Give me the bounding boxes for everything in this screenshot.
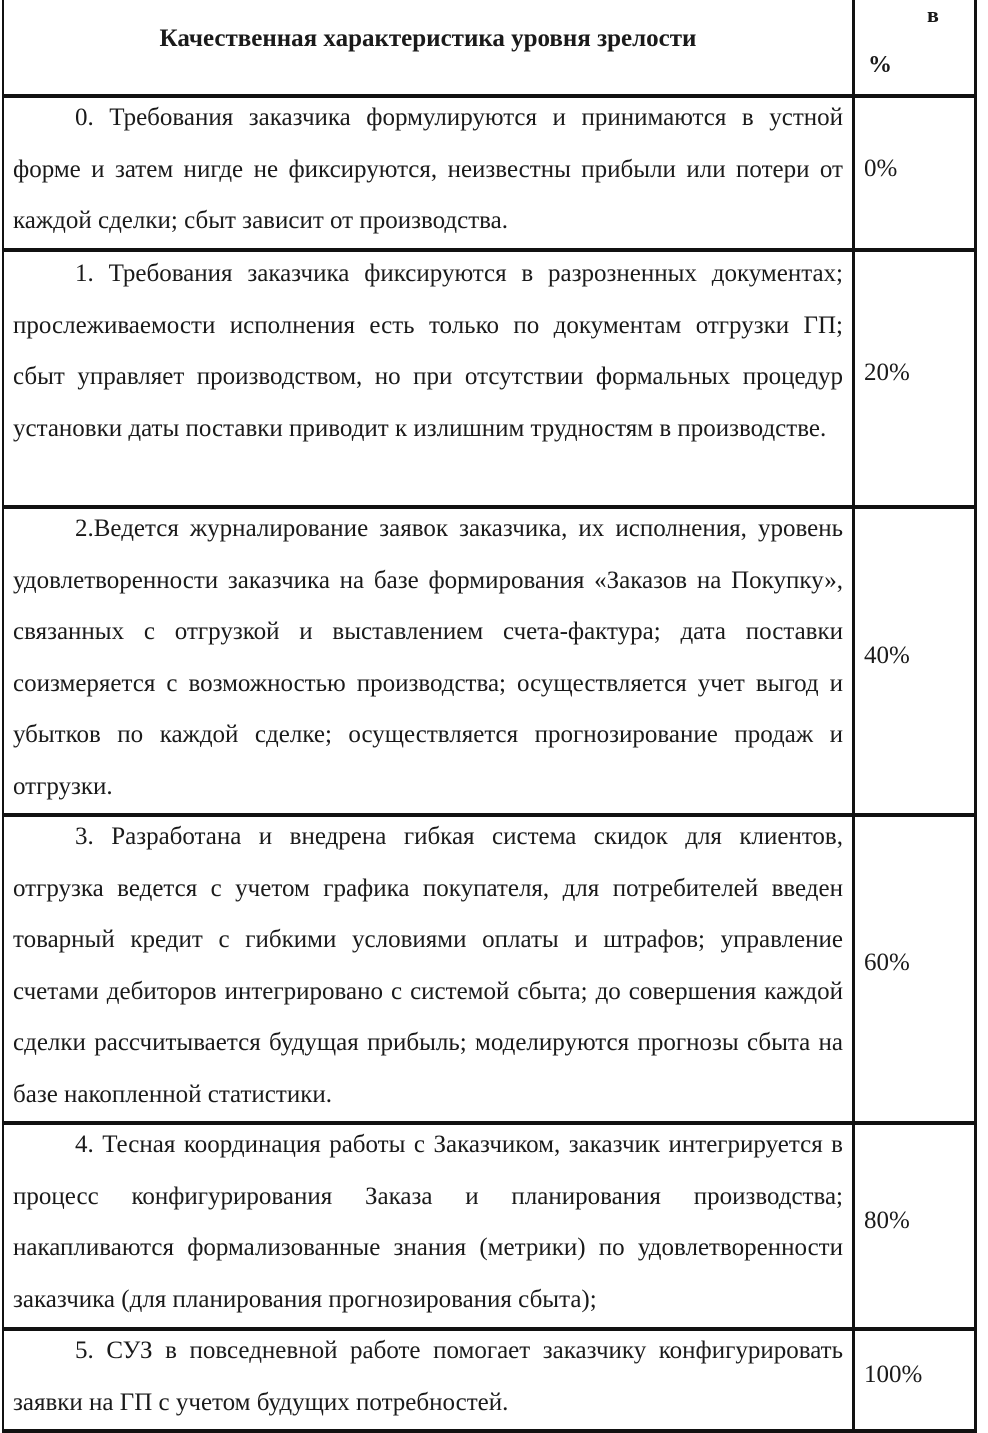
table-row bbox=[2, 509, 976, 813]
table-row bbox=[2, 1125, 976, 1327]
row-description: 1. Требования заказчика фиксируются в разрозненных документах; прослеживаемости исполнения есть только по документам отгрузки ГП; сбыт управляет производством, но при отсутствии формальных процедур установки даты поставки приводит к излишним трудностям в производстве. bbox=[13, 260, 843, 442]
row-percent: 80% bbox=[864, 1207, 910, 1234]
header-row bbox=[2, 0, 976, 94]
row-percent: 100% bbox=[864, 1361, 923, 1388]
row-description: 3. Разработана и внедрена гибкая система скидок для клиентов, отгрузка ведется с учетом графика покупателя, для потребителей введен товарный кредит с гибкими условиями оплаты и штрафов; управление счетами дебиторов интегрировано с системой сбыта; до совершения каждой сделки рассчитывается будущая прибыль; моделируются прогнозы сбыта на базе накопленной статистики. bbox=[13, 823, 843, 1108]
maturity-table bbox=[2, 0, 976, 1433]
row-description: 2.Ведется журналирование заявок заказчика, их исполнения, уровень удовлетворенности заказчика на базе формирования «Заказов на Покупку», связанных с отгрузкой и выставлением счета-фактура; дата поставки соизмеряется с возможностью производства; осуществляется учет выгод и убытков по каждой сделке; осуществляется прогнозирование продаж и отгрузки. bbox=[13, 515, 843, 800]
table-bottom-border bbox=[2, 1429, 976, 1433]
header-title: Качественная характеристика уровня зрелости bbox=[159, 25, 697, 52]
table-row bbox=[2, 98, 976, 248]
header-percent-label-top: в bbox=[927, 2, 939, 27]
row-description: 0. Требования заказчика формулируются и принимаются в устной форме и затем нигде не фиксируются, неизвестны прибыли или потери от каждой сделки; сбыт зависит от производства. bbox=[13, 104, 843, 234]
table-row bbox=[2, 817, 976, 1121]
row-description: 5. СУЗ в повседневной работе помогает заказчику конфигурировать заявки на ГП с учетом будущих потребностей. bbox=[13, 1337, 843, 1416]
header-percent-label: % bbox=[868, 52, 892, 78]
row-percent: 0% bbox=[864, 155, 898, 182]
row-percent: 20% bbox=[864, 359, 910, 386]
row-percent: 40% bbox=[864, 642, 910, 669]
row-percent: 60% bbox=[864, 949, 910, 976]
table-row bbox=[2, 252, 976, 505]
table-row bbox=[2, 1331, 976, 1429]
row-description: 4. Тесная координация работы с Заказчиком, заказчик интегрируется в процесс конфигурирования Заказа и планирования производства; накапливаются формализованные знания (метрики) по удовлетворенности заказчика (для планирования прогнозирования сбыта); bbox=[13, 1131, 843, 1313]
